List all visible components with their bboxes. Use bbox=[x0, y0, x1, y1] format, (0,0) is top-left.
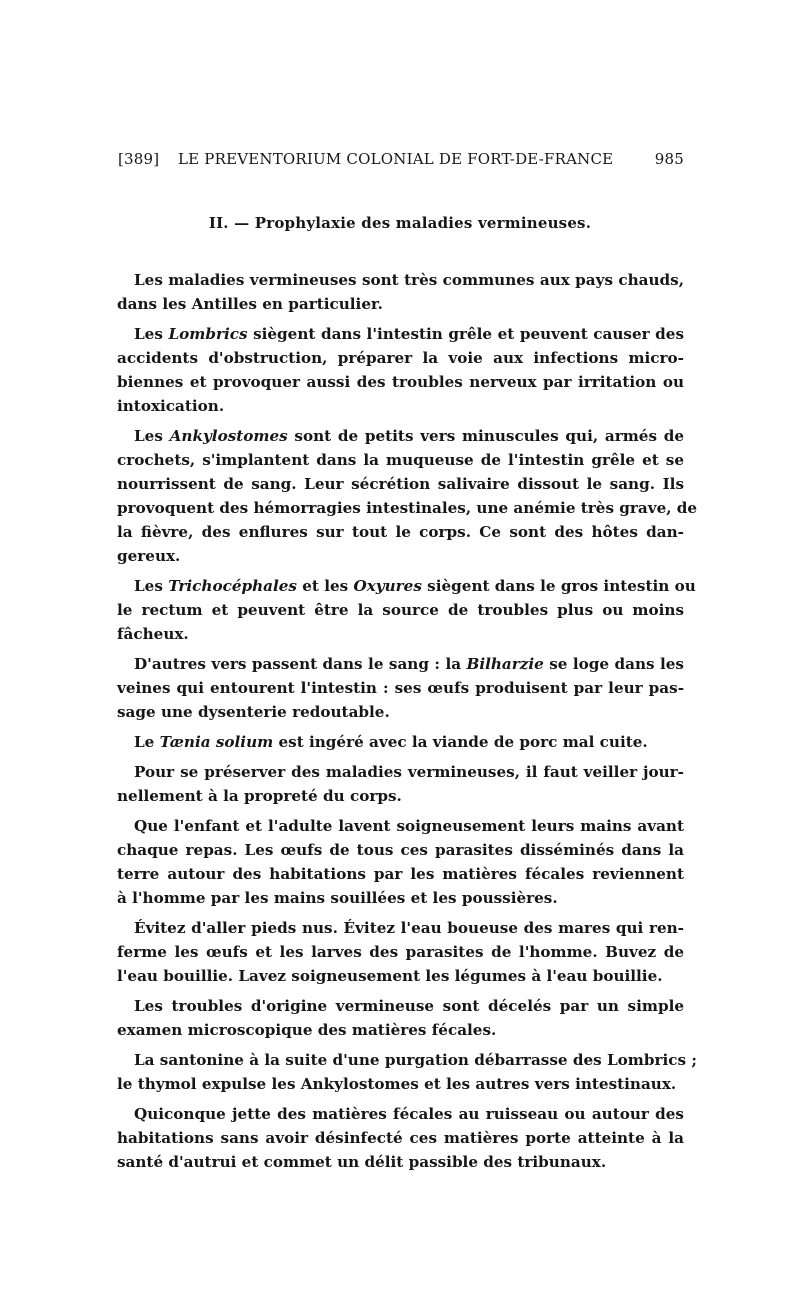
text-line: Les Lombrics siègent dans l'intestin grêle et peuvent causer des bbox=[134, 325, 685, 343]
running-title: LE PREVENTORIUM COLONIAL DE FORT-DE-FRANCE bbox=[178, 150, 614, 168]
text-line: biennes et provoquer aussi des troubles nerveux par irritation ou bbox=[117, 373, 684, 391]
text-line: D'autres vers passent dans le sang : la Bilharzie se loge dans les bbox=[134, 655, 684, 673]
paragraph bbox=[117, 652, 684, 724]
paragraph bbox=[117, 322, 684, 418]
text-line: Les maladies vermineuses sont très communes aux pays chauds, bbox=[134, 271, 684, 289]
text-line: gereux. bbox=[117, 547, 181, 565]
text-line: chaque repas. Les œufs de tous ces parasites disséminés dans la bbox=[117, 841, 684, 859]
paragraph bbox=[117, 730, 684, 754]
text-line: provoquent des hémorragies intestinales, une anémie très grave, de bbox=[117, 499, 698, 517]
text-line: Évitez d'aller pieds nus. Évitez l'eau boueuse des mares qui ren- bbox=[134, 919, 684, 937]
italic-term: Bilharzie bbox=[466, 655, 544, 673]
text-line: le thymol expulse les Ankylostomes et les autres vers intestinaux. bbox=[117, 1075, 677, 1093]
text-line: ferme les œufs et les larves des parasites de l'homme. Buvez de bbox=[117, 943, 684, 961]
text-line: La santonine à la suite d'une purgation débarrasse des Lombrics ; bbox=[134, 1051, 697, 1069]
text-line: l'eau bouillie. Lavez soigneusement les légumes à l'eau bouillie. bbox=[117, 967, 663, 985]
text-line: santé d'autrui et commet un délit passible des tribunaux. bbox=[117, 1153, 607, 1171]
paragraph bbox=[117, 814, 684, 910]
text-line: intoxication. bbox=[117, 397, 225, 415]
italic-term: Tænia solium bbox=[159, 733, 274, 751]
body-text bbox=[117, 268, 698, 1180]
page-number: 985 bbox=[654, 150, 684, 168]
text-line: Les Trichocéphales et les Oxyures siègent dans le gros intestin ou bbox=[134, 577, 696, 595]
paragraph bbox=[117, 574, 696, 646]
paragraph bbox=[117, 424, 698, 568]
text-line: à l'homme par les mains souillées et les poussières. bbox=[117, 889, 558, 907]
text-line: habitations sans avoir désinfecté ces matières porte atteinte à la bbox=[117, 1129, 684, 1147]
text-line: terre autour des habitations par les matières fécales reviennent bbox=[117, 865, 684, 883]
text-line: la fièvre, des enflures sur tout le corps. Ce sont des hôtes dan- bbox=[117, 523, 684, 541]
text-line: crochets, s'implantent dans la muqueuse de l'intestin grêle et se bbox=[117, 451, 684, 469]
text-line: Que l'enfant et l'adulte lavent soigneusement leurs mains avant bbox=[134, 817, 684, 835]
paragraph bbox=[117, 1048, 697, 1096]
text-line: examen microscopique des matières fécales. bbox=[117, 1021, 497, 1039]
text-line: veines qui entourent l'intestin : ses œufs produisent par leur pas- bbox=[117, 679, 684, 697]
text-line: Les troubles d'origine vermineuse sont décelés par un simple bbox=[134, 997, 684, 1015]
text-line: dans les Antilles en particulier. bbox=[117, 295, 383, 313]
text-line: nourrissent de sang. Leur sécrétion salivaire dissout le sang. Ils bbox=[117, 475, 684, 493]
italic-term: Trichocéphales bbox=[168, 577, 297, 595]
text-line: Pour se préserver des maladies vermineuses, il faut veiller jour- bbox=[134, 763, 684, 781]
text-line: nellement à la propreté du corps. bbox=[117, 787, 402, 805]
italic-term: Lombrics bbox=[168, 325, 248, 343]
text-line: le rectum et peuvent être la source de troubles plus ou moins bbox=[117, 601, 684, 619]
text-line: Les Ankylostomes sont de petits vers minuscules qui, armés de bbox=[134, 427, 684, 445]
italic-term: Ankylostomes bbox=[169, 427, 288, 445]
paragraph bbox=[117, 1102, 684, 1174]
text-line: Le Tænia solium est ingéré avec la viande de porc mal cuite. bbox=[134, 733, 648, 751]
text-line: sage une dysenterie redoutable. bbox=[117, 703, 390, 721]
text-line: fâcheux. bbox=[117, 625, 189, 643]
italic-term: Oxyures bbox=[353, 577, 422, 595]
paragraph bbox=[117, 268, 684, 316]
page-reference: [389] bbox=[118, 150, 160, 168]
paragraph bbox=[117, 916, 684, 988]
text-line: Quiconque jette des matières fécales au ruisseau ou autour des bbox=[134, 1105, 684, 1123]
section-title: II. — Prophylaxie des maladies vermineuses. bbox=[208, 214, 592, 232]
paragraph bbox=[117, 994, 684, 1042]
text-line: accidents d'obstruction, préparer la voie aux infections micro- bbox=[117, 349, 684, 367]
paragraph bbox=[117, 760, 684, 808]
